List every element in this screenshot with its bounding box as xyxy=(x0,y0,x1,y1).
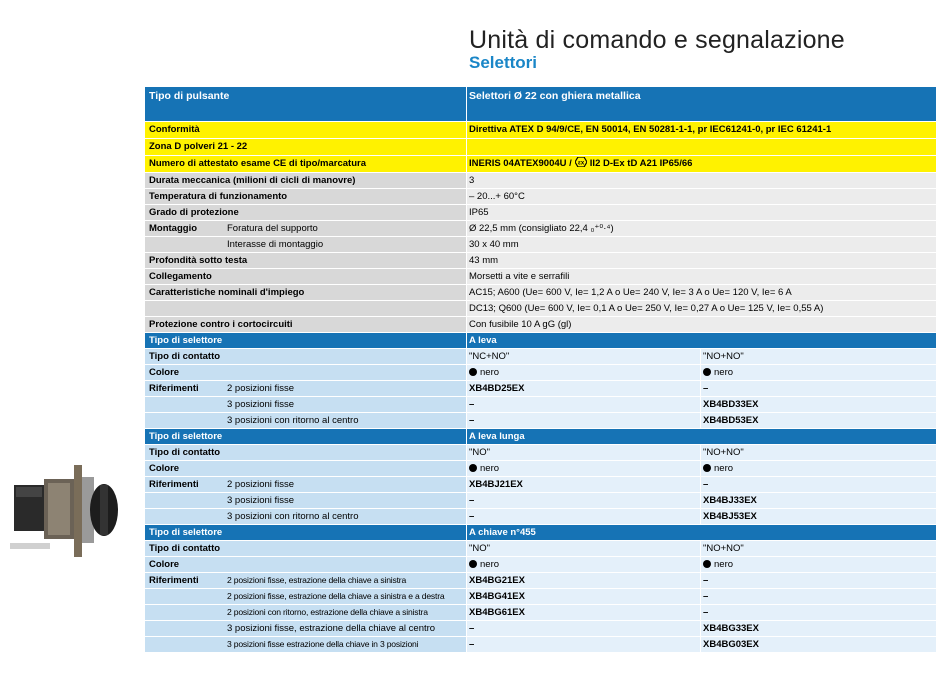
contact-type: "NO" xyxy=(467,541,701,556)
row-label: Tipo di contatto xyxy=(145,445,467,460)
color-value: nero xyxy=(714,463,734,474)
reference-row xyxy=(145,621,936,637)
reference-row xyxy=(145,493,936,509)
contact-type: "NO+NO" xyxy=(701,541,936,556)
section-header xyxy=(145,333,936,349)
reference-desc: 3 posizioni fisse xyxy=(225,493,467,508)
color-cell xyxy=(701,557,936,572)
black-dot-icon xyxy=(703,560,711,568)
reference-code: XB4BG33EX xyxy=(701,621,936,636)
table-row xyxy=(145,365,936,381)
row-value: Direttiva ATEX D 94/9/CE, EN 50014, EN 50281-1-1, pr IEC61241-0, pr IEC 61241-1 xyxy=(469,124,832,135)
row-label: Collegamento xyxy=(145,269,467,284)
table-row xyxy=(145,205,936,221)
row-label: Zona D polveri 21 - 22 xyxy=(145,139,467,155)
reference-code: – xyxy=(467,413,701,428)
reference-desc: 2 posizioni fisse xyxy=(225,477,467,492)
table-row xyxy=(145,557,936,573)
reference-code: – xyxy=(467,397,701,412)
row-label: Montaggio xyxy=(145,221,225,236)
reference-row xyxy=(145,509,936,525)
row-label: Conformità xyxy=(145,122,467,138)
reference-code: XB4BD25EX xyxy=(467,381,701,396)
row-label: Grado di protezione xyxy=(145,205,467,220)
table-row xyxy=(145,285,936,301)
table-row xyxy=(145,445,936,461)
reference-code: XB4BG21EX xyxy=(467,573,701,588)
reference-row xyxy=(145,397,936,413)
row-label xyxy=(145,509,225,524)
row-value: 3 xyxy=(467,173,936,188)
black-dot-icon xyxy=(703,464,711,472)
reference-desc: 2 posizioni fisse xyxy=(225,381,467,396)
table-row xyxy=(145,139,936,156)
ex-hexagon-icon xyxy=(575,157,587,167)
section-name: A chiave n°455 xyxy=(469,527,536,538)
row-sublabel: Foratura del supporto xyxy=(225,221,467,236)
row-value xyxy=(467,139,936,155)
table-row xyxy=(145,237,936,253)
table-header xyxy=(145,87,936,122)
reference-row xyxy=(145,477,936,493)
row-label: Caratteristiche nominali d'impiego xyxy=(145,285,467,300)
reference-code: XB4BG03EX xyxy=(701,637,936,652)
selector-switch-image xyxy=(10,455,120,565)
row-label: Protezione contro i cortocircuiti xyxy=(145,317,467,332)
reference-code: – xyxy=(701,573,936,588)
reference-code: XB4BJ33EX xyxy=(701,493,936,508)
reference-code: XB4BJ21EX xyxy=(467,477,701,492)
black-dot-icon xyxy=(469,464,477,472)
reference-code: XB4BD53EX xyxy=(701,413,936,428)
marking-text: INERIS 04ATEX9004U / xyxy=(469,158,572,169)
row-label xyxy=(145,637,225,652)
reference-code: XB4BD33EX xyxy=(701,397,936,412)
reference-row xyxy=(145,605,936,621)
svg-text:εx: εx xyxy=(577,160,584,167)
header-right: Selettori Ø 22 con ghiera metallica xyxy=(469,90,641,102)
row-label: Profondità sotto testa xyxy=(145,253,467,268)
reference-code: XB4BJ53EX xyxy=(701,509,936,524)
contact-type: "NO" xyxy=(467,445,701,460)
page-subtitle: Selettori xyxy=(469,53,538,72)
reference-desc: 3 posizioni fisse, estrazione della chiave al centro xyxy=(225,621,467,636)
table-row xyxy=(145,173,936,189)
table-row xyxy=(145,156,936,173)
reference-code: – xyxy=(701,381,936,396)
row-label: Durata meccanica (milioni di cicli di manovre) xyxy=(145,173,467,188)
black-dot-icon xyxy=(469,368,477,376)
row-label xyxy=(145,493,225,508)
table-row xyxy=(145,541,936,557)
selector-sections xyxy=(145,333,936,653)
reference-code: – xyxy=(701,477,936,492)
color-value: nero xyxy=(714,559,734,570)
color-value: nero xyxy=(480,367,500,378)
row-label: Riferimenti xyxy=(145,573,225,588)
row-value: 30 x 40 mm xyxy=(467,237,936,252)
row-label: Colore xyxy=(145,557,467,572)
row-value: Morsetti a vite e serrafili xyxy=(467,269,936,284)
color-cell xyxy=(467,557,701,572)
reference-desc: 3 posizioni fisse xyxy=(225,397,467,412)
color-value: nero xyxy=(480,463,500,474)
reference-code: XB4BG61EX xyxy=(467,605,701,620)
row-label: Colore xyxy=(145,365,467,380)
reference-desc: 3 posizioni fisse estrazione della chiave in 3 posizioni xyxy=(225,637,467,652)
color-cell xyxy=(467,365,701,380)
section-name: A leva xyxy=(469,335,497,346)
row-value: AC15; A600 (Ue= 600 V, Ie= 1,2 A o Ue= 240 V, Ie= 3 A o Ue= 120 V, Ie= 6 A xyxy=(467,285,936,300)
row-value: 43 mm xyxy=(467,253,936,268)
reference-code: – xyxy=(467,509,701,524)
row-value: DC13; Q600 (Ue= 600 V, Ie= 0,1 A o Ue= 250 V, Ie= 0,27 A o Ue= 125 V, Ie= 0,55 A) xyxy=(467,301,936,316)
reference-desc: 2 posizioni con ritorno, estrazione della chiave a sinistra xyxy=(225,605,467,620)
reference-code: XB4BG41EX xyxy=(467,589,701,604)
reference-desc: 2 posizioni fisse, estrazione della chiave a sinistra xyxy=(225,573,467,588)
section-header-label: Tipo di selettore xyxy=(145,333,467,348)
row-label: Numero di attestato esame CE di tipo/marcatura xyxy=(145,156,467,172)
table-row xyxy=(145,461,936,477)
row-label: Temperatura di funzionamento xyxy=(145,189,467,204)
reference-row xyxy=(145,637,936,653)
row-sublabel: Interasse di montaggio xyxy=(225,237,467,252)
black-dot-icon xyxy=(703,368,711,376)
table-row xyxy=(145,349,936,365)
marking-text: II2 D-Ex tD A21 IP65/66 xyxy=(589,158,693,169)
row-label xyxy=(145,605,225,620)
section-header-label: Tipo di selettore xyxy=(145,525,467,540)
row-label: Riferimenti xyxy=(145,477,225,492)
row-label xyxy=(145,589,225,604)
section-header-label: Tipo di selettore xyxy=(145,429,467,444)
table-row xyxy=(145,122,936,139)
table-row xyxy=(145,253,936,269)
row-value: – 20...+ 60°C xyxy=(467,189,936,204)
reference-row xyxy=(145,413,936,429)
reference-code: – xyxy=(701,605,936,620)
contact-type: "NO+NO" xyxy=(701,445,936,460)
row-value: IP65 xyxy=(467,205,936,220)
table-row xyxy=(145,189,936,205)
row-value: Con fusibile 10 A gG (gl) xyxy=(467,317,936,332)
color-cell xyxy=(701,365,936,380)
reference-code: – xyxy=(467,621,701,636)
row-value xyxy=(467,156,936,172)
table-row xyxy=(145,269,936,285)
row-label xyxy=(145,397,225,412)
table-row xyxy=(145,221,936,237)
row-label xyxy=(145,413,225,428)
color-value: nero xyxy=(480,559,500,570)
color-cell xyxy=(467,461,701,476)
reference-desc: 3 posizioni con ritorno al centro xyxy=(225,413,467,428)
color-cell xyxy=(701,461,936,476)
reference-desc: 2 posizioni fisse, estrazione della chiave a sinistra e a destra xyxy=(225,589,467,604)
reference-code: – xyxy=(467,637,701,652)
black-dot-icon xyxy=(469,560,477,568)
reference-row xyxy=(145,589,936,605)
color-value: nero xyxy=(714,367,734,378)
section-name: A leva lunga xyxy=(469,431,525,442)
row-label: Riferimenti xyxy=(145,381,225,396)
section-header xyxy=(145,429,936,445)
table-row xyxy=(145,301,936,317)
reference-row xyxy=(145,573,936,589)
reference-row xyxy=(145,381,936,397)
row-value: Ø 22,5 mm (consigliato 22,4 ₀⁺⁰·⁴) xyxy=(467,221,936,236)
header-left: Tipo di pulsante xyxy=(145,87,467,121)
row-label xyxy=(145,237,225,252)
contact-type: "NC+NO" xyxy=(467,349,701,364)
row-label: Tipo di contatto xyxy=(145,349,467,364)
contact-type: "NO+NO" xyxy=(701,349,936,364)
section-header xyxy=(145,525,936,541)
row-label xyxy=(145,301,467,316)
row-label: Tipo di contatto xyxy=(145,541,467,556)
table-row xyxy=(145,317,936,333)
row-label xyxy=(145,621,225,636)
reference-code: – xyxy=(467,493,701,508)
reference-code: – xyxy=(701,589,936,604)
row-label: Colore xyxy=(145,461,467,476)
page-title: Unità di comando e segnalazione xyxy=(469,26,845,54)
reference-desc: 3 posizioni con ritorno al centro xyxy=(225,509,467,524)
spec-table xyxy=(145,87,936,653)
